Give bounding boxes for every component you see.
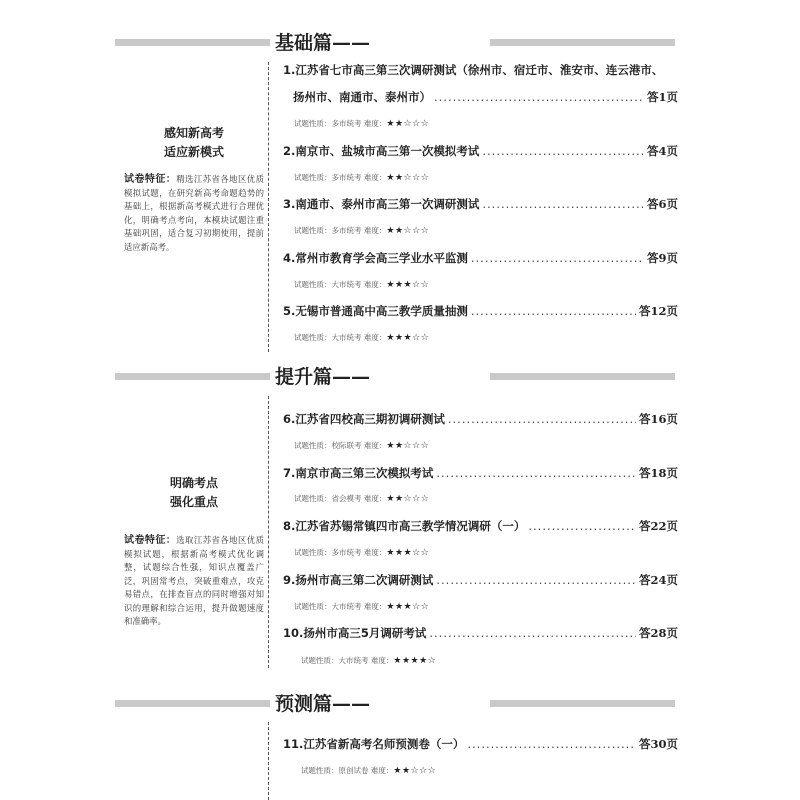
entry-title: 5.无锡市普通高中高三教学质量抽测 xyxy=(283,304,468,318)
leader-dots xyxy=(436,573,636,587)
leader-dots xyxy=(471,251,644,265)
description-label: 试卷特征： xyxy=(124,535,177,546)
exam-entry-9[interactable] xyxy=(283,572,678,588)
leader-dots xyxy=(482,144,644,158)
divider-dashed xyxy=(268,396,269,668)
entry-title-line1: 1.江苏省七市高三第三次调研测试（徐州市、宿迁市、淮安市、连云港市、 xyxy=(283,63,664,77)
difficulty-stars: ★★★☆☆ xyxy=(386,333,430,343)
entry-page: 答9页 xyxy=(646,251,678,265)
meta-label: 试题性质：校际联考 难度： xyxy=(294,441,387,450)
leader-dots xyxy=(434,90,644,104)
entry-meta xyxy=(294,332,429,343)
entry-title: 10.扬州市高三5月调研考试 xyxy=(283,626,427,640)
leader-dots xyxy=(448,412,636,426)
entry-title: 2.南京市、盐城市高三第一次模拟考试 xyxy=(283,144,480,158)
section-header-basic xyxy=(115,29,675,57)
meta-label: 试题性质：大市统考 难度： xyxy=(294,602,387,611)
meta-label: 试题性质：多市统考 难度： xyxy=(294,119,387,128)
header-bar-left xyxy=(115,373,270,380)
divider-dashed xyxy=(268,722,269,800)
section-side-heading xyxy=(120,124,268,162)
entry-meta xyxy=(294,118,429,129)
description-label: 试卷特征： xyxy=(124,174,177,185)
exam-entry-6[interactable] xyxy=(283,411,678,427)
meta-label: 试题性质：原创试卷 难度： xyxy=(301,766,394,775)
difficulty-stars: ★★★☆☆ xyxy=(386,548,430,558)
exam-entry-4[interactable] xyxy=(283,250,678,266)
entry-meta xyxy=(294,279,429,290)
exam-entry-7[interactable] xyxy=(283,465,678,481)
exam-entry-3[interactable] xyxy=(283,196,678,212)
description-text: 选取江苏省各地区优质模拟试题，根据新高考模式优化调整，试题综合性强，知识点覆盖广泛，巩固常考点，突破重难点，攻克易错点，在排查盲点的同时增强对知识的理解和综合运用，提升做题速度和准确率。 xyxy=(124,535,265,626)
entry-title: 8.江苏省苏锡常镇四市高三教学情况调研（一） xyxy=(283,519,526,533)
entry-page: 答6页 xyxy=(646,197,678,211)
exam-entry-10[interactable] xyxy=(283,625,678,641)
meta-label: 试题性质：大市统考 难度： xyxy=(294,333,387,342)
meta-label: 试题性质：大市统考 难度： xyxy=(294,280,387,289)
entry-title: 11.江苏省新高考名师预测卷（一） xyxy=(283,737,465,751)
header-bar-right xyxy=(490,39,675,46)
entry-page: 答18页 xyxy=(638,466,678,480)
difficulty-stars: ★★★☆☆ xyxy=(386,280,430,290)
difficulty-stars: ★★☆☆☆ xyxy=(386,226,430,236)
entry-meta xyxy=(294,493,429,504)
leader-dots xyxy=(528,519,636,533)
entry-title: 扬州市、南通市、泰州市） xyxy=(293,90,431,104)
entry-title: 3.南通市、泰州市高三第一次调研测试 xyxy=(283,197,480,211)
leader-dots xyxy=(471,304,636,318)
header-bar-right xyxy=(490,373,675,380)
entry-title: 9.扬州市高三第二次调研测试 xyxy=(283,573,434,587)
section-description xyxy=(124,534,264,629)
entry-page: 答1页 xyxy=(646,90,678,104)
difficulty-stars: ★★☆☆☆ xyxy=(386,441,430,451)
difficulty-stars: ★★☆☆☆ xyxy=(386,173,430,183)
side-heading-line: 感知新高考 xyxy=(163,126,224,140)
difficulty-stars: ★★☆☆☆ xyxy=(386,494,430,504)
meta-label: 试题性质：省会模考 难度： xyxy=(294,494,387,503)
section-header-advance xyxy=(115,363,675,391)
section-title: 预测篇—— xyxy=(275,693,371,715)
exam-entry-1-cont[interactable] xyxy=(293,89,678,105)
side-heading-line: 适应新模式 xyxy=(163,145,224,159)
entry-page: 答12页 xyxy=(638,304,678,318)
exam-entry-11[interactable] xyxy=(283,736,678,752)
exam-entry-8[interactable] xyxy=(283,518,678,534)
entry-page: 答24页 xyxy=(638,573,678,587)
entry-page: 答30页 xyxy=(638,737,678,751)
difficulty-stars: ★★★☆☆ xyxy=(386,602,430,612)
header-bar-left xyxy=(115,39,270,46)
entry-meta xyxy=(294,440,429,451)
header-bar-left xyxy=(115,700,270,707)
meta-label: 试题性质：多市统考 难度： xyxy=(294,548,387,557)
difficulty-stars: ★★★★☆ xyxy=(393,656,437,666)
difficulty-stars: ★★☆☆☆ xyxy=(393,766,437,776)
difficulty-stars: ★★☆☆☆ xyxy=(386,119,430,129)
divider-dashed xyxy=(268,62,269,352)
entry-title: 6.江苏省四校高三期初调研测试 xyxy=(283,412,445,426)
entry-meta xyxy=(301,655,436,666)
meta-label: 试题性质：多市统考 难度： xyxy=(294,226,387,235)
exam-entry-1[interactable] xyxy=(283,62,678,78)
exam-entry-2[interactable] xyxy=(283,143,678,159)
entry-meta xyxy=(294,547,429,558)
section-header-predict xyxy=(115,690,675,718)
leader-dots xyxy=(467,737,636,751)
entry-page: 答4页 xyxy=(646,144,678,158)
leader-dots xyxy=(436,466,636,480)
header-bar-right xyxy=(490,700,675,707)
entry-meta xyxy=(294,225,429,236)
leader-dots xyxy=(429,626,636,640)
entry-page: 答28页 xyxy=(638,626,678,640)
entry-meta xyxy=(294,172,429,183)
exam-entry-5[interactable] xyxy=(283,303,678,319)
section-side-heading xyxy=(120,474,268,512)
entry-title: 7.南京市高三第三次模拟考试 xyxy=(283,466,434,480)
entry-meta xyxy=(301,765,436,776)
meta-label: 试题性质：多市统考 难度： xyxy=(294,173,387,182)
section-title: 提升篇—— xyxy=(275,366,371,388)
entry-meta xyxy=(294,601,429,612)
section-title: 基础篇—— xyxy=(275,32,371,54)
description-text: 精选江苏省各地区优质模拟试题，在研究新高考命题趋势的基础上，根据新高考模式进行合理优化，明确考点考向，本模块试题注重基础巩固，适合复习初期使用，提前适应新高考。 xyxy=(124,174,265,252)
side-heading-line: 明确考点 xyxy=(169,476,218,490)
entry-page: 答16页 xyxy=(638,412,678,426)
side-heading-line: 强化重点 xyxy=(169,495,218,509)
section-description xyxy=(124,173,264,254)
entry-title: 4.常州市教育学会高三学业水平监测 xyxy=(283,251,468,265)
leader-dots xyxy=(482,197,644,211)
meta-label: 试题性质：大市统考 难度： xyxy=(301,656,394,665)
entry-page: 答22页 xyxy=(638,519,678,533)
